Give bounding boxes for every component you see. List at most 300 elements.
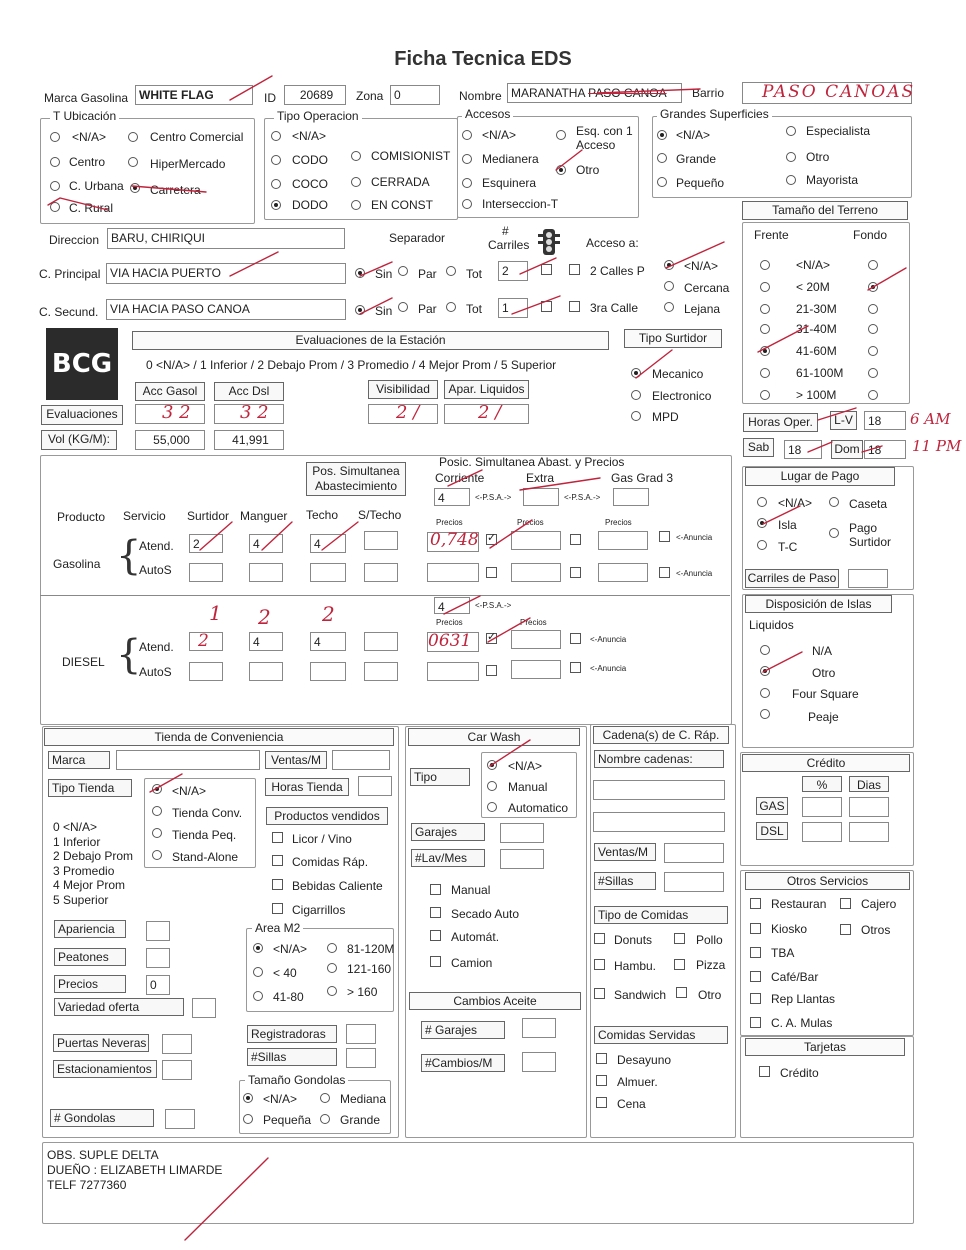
gas-autos-stecho[interactable]: [364, 563, 398, 582]
tienda-marca-field[interactable]: [116, 750, 260, 770]
obs-line-3: TELF 7277360: [47, 1178, 127, 1192]
grandes-grande-radio[interactable]: [657, 153, 667, 163]
posic-title: Posic. Simultanea Abast. y Precios: [439, 455, 625, 469]
otros-servicio-check[interactable]: [840, 898, 851, 909]
bcg-logo: BCG: [46, 328, 118, 400]
servida-almuer-check[interactable]: [596, 1075, 607, 1086]
comida-pizza-check[interactable]: [674, 959, 685, 970]
operacion-enconst-radio[interactable]: [351, 200, 361, 210]
dsl-atend-manguer[interactable]: 4: [249, 632, 283, 651]
marca-label: Marca Gasolina: [44, 91, 129, 105]
extra-posic-field[interactable]: [523, 488, 559, 506]
tienda-tipo-label: Tipo Tienda: [48, 779, 132, 797]
productos-divider: [40, 595, 730, 596]
tienda-ventas-label: Ventas/M: [265, 751, 327, 769]
terreno-frente-radio[interactable]: [760, 390, 770, 400]
terreno-fondo-radio[interactable]: [868, 368, 878, 378]
tienda-tipo-peq-label: Tienda Peq.: [172, 828, 237, 842]
apar-handwritten: 2 /: [478, 402, 502, 423]
accesos-medianera-radio[interactable]: [462, 154, 472, 164]
cadena-sillas-field[interactable]: [664, 872, 724, 892]
accesos-esq-radio[interactable]: [556, 130, 566, 140]
terreno-fondo-radio[interactable]: [868, 346, 878, 356]
tienda-tipo-sa-radio[interactable]: [152, 850, 162, 860]
tienda-peatones-field[interactable]: [146, 948, 170, 968]
otros-servicio-label: Otros: [861, 923, 891, 937]
accesos-na-radio[interactable]: [462, 130, 472, 140]
horas-sab-field[interactable]: 18: [784, 440, 822, 459]
gondola-grande-radio[interactable]: [320, 1114, 330, 1124]
terreno-fondo-radio[interactable]: [868, 282, 878, 292]
tienda-area-label: > 160: [347, 985, 378, 999]
pago-caseta-label: Caseta: [849, 497, 888, 511]
otros-servicio-check[interactable]: [840, 924, 851, 935]
operacion-na-radio[interactable]: [271, 131, 281, 141]
tienda-area-radio[interactable]: [253, 943, 263, 953]
tienda-tipo-sa-label: Stand-Alone: [172, 850, 239, 864]
extra-label: Extra: [526, 471, 555, 485]
diesel-atend-label: Atend.: [139, 640, 174, 654]
dsl-autos-anuncia-e[interactable]: [570, 662, 581, 673]
tienda-estac-label: Estacionamientos: [53, 1060, 157, 1078]
carwash-tipo-manual-radio[interactable]: [487, 781, 497, 791]
grandes-especialista-radio[interactable]: [786, 126, 796, 136]
otros-title: Otros Servicios: [745, 872, 910, 890]
terreno-frente-radio[interactable]: [760, 304, 770, 314]
islas-otro-radio[interactable]: [760, 666, 770, 676]
tienda-apariencia-field[interactable]: [146, 921, 170, 941]
tienda-area-label: < 40: [273, 966, 297, 980]
credito-dias-label: Dias: [849, 776, 889, 792]
cadena-nombre-label: Nombre cadenas:: [594, 750, 724, 768]
credito-gas-pct[interactable]: [802, 797, 842, 817]
gas-posic-field[interactable]: 4: [434, 488, 470, 506]
carwash-manual-check[interactable]: [430, 884, 441, 895]
horas-11pm-handwritten: 11 PM: [912, 437, 962, 455]
dsl-autos-surtidor[interactable]: [189, 662, 223, 681]
tienda-scale-item: 1 Inferior: [53, 834, 101, 849]
cprincipal-sin-label: Sin: [375, 267, 393, 281]
tienda-producto-check[interactable]: [272, 832, 283, 843]
accesos-esq-label: Esq. con 1 Acceso: [576, 124, 633, 152]
gas-psa-2: <-P.S.A.->: [564, 493, 601, 502]
islas-na-label: N/A: [812, 644, 833, 658]
grandes-otro-radio[interactable]: [786, 152, 796, 162]
operacion-cerrada-radio[interactable]: [351, 177, 361, 187]
gas-anuncia-c-check[interactable]: [486, 534, 497, 545]
pago-surtidor-label: Pago Surtidor: [849, 521, 892, 549]
corriente-label: Corriente: [435, 471, 485, 485]
otros-servicio-check[interactable]: [750, 993, 761, 1004]
operacion-coco-label: COCO: [292, 177, 328, 191]
dsl-hand-2: 2: [258, 605, 271, 629]
carwash-camion-label: Camion: [451, 956, 493, 970]
cadena-sillas-label: #Sillas: [594, 872, 656, 890]
tienda-precios-field[interactable]: 0: [146, 975, 170, 995]
tienda-area-radio[interactable]: [327, 943, 337, 953]
horas-dom-field[interactable]: 18: [864, 440, 906, 459]
tarjeta-credito-label: Crédito: [780, 1066, 819, 1080]
cprincipal-tot-radio[interactable]: [446, 266, 456, 276]
tienda-puertas-field[interactable]: [162, 1034, 192, 1054]
tienda-tipo-conv-radio[interactable]: [152, 806, 162, 816]
tienda-producto-check[interactable]: [272, 855, 283, 866]
tienda-estac-field[interactable]: [162, 1060, 192, 1080]
nombre-field[interactable]: [507, 83, 682, 103]
terreno-frente-radio[interactable]: [760, 260, 770, 270]
gas-autos-precio-g[interactable]: [598, 563, 648, 582]
tienda-tipo-na-radio[interactable]: [152, 784, 162, 794]
pago-na-radio[interactable]: [757, 497, 767, 507]
cadena-ventas-label: Ventas/M: [594, 843, 656, 861]
grad3-posic-field[interactable]: [613, 488, 649, 506]
grandes-grande-label: Grande: [676, 152, 717, 166]
id-label: ID: [264, 91, 276, 105]
csecund-sin-radio[interactable]: [355, 305, 365, 315]
dsl-autos-stecho[interactable]: [364, 662, 398, 681]
cadena-ventas-field[interactable]: [664, 843, 724, 863]
tienda-scale-item: 0 <N/A>: [53, 820, 98, 834]
gasolina-brace: {: [116, 533, 142, 579]
tienda-tipo-conv-label: Tienda Conv.: [172, 806, 243, 820]
cprincipal-field[interactable]: VIA HACIA PUERTO: [106, 263, 346, 284]
accesos-otro-radio[interactable]: [556, 165, 566, 175]
aceite-garajes-field[interactable]: [522, 1018, 556, 1038]
tienda-area-radio[interactable]: [253, 991, 263, 1001]
dsl-psa: <-P.S.A.->: [475, 601, 512, 610]
ubicacion-na-label: <N/A>: [72, 130, 107, 144]
dsl-atend-stecho[interactable]: [364, 632, 398, 651]
carwash-title: Car Wash: [408, 728, 580, 746]
cprincipal-tot-label: Tot: [466, 267, 483, 281]
islas-peaje-radio[interactable]: [760, 709, 770, 719]
terreno-option-label: 21-30M: [796, 302, 837, 316]
grandes-pequeno-radio[interactable]: [657, 177, 667, 187]
csecund-check-a[interactable]: [541, 301, 552, 312]
dsl-anuncia-c-check[interactable]: [486, 633, 497, 644]
grandes-na-radio[interactable]: [657, 130, 667, 140]
gas-precio-handwritten: 0,748: [430, 530, 479, 550]
gas-autos-precio-c[interactable]: [427, 563, 479, 582]
gas-autos-anuncia-g[interactable]: [659, 567, 670, 578]
csecund-calles-check[interactable]: [569, 301, 580, 312]
grandes-title: Grandes Superficies: [657, 107, 772, 121]
csecund-carriles-field[interactable]: 1: [498, 298, 528, 318]
surtidor-mpd-radio[interactable]: [631, 411, 641, 421]
comida-sandwich-check[interactable]: [594, 988, 605, 999]
tienda-registradoras-label: Registradoras: [247, 1025, 337, 1043]
acceso-lejana-radio[interactable]: [664, 302, 674, 312]
carwash-secado-label: Secado Auto: [451, 907, 520, 921]
acceso-na-label: <N/A>: [684, 259, 719, 273]
comida-pollo-check[interactable]: [674, 933, 685, 944]
dsl-autos-precio-e[interactable]: [511, 660, 561, 679]
operacion-codo-label: CODO: [292, 153, 328, 167]
dsl-atend-techo[interactable]: 4: [310, 632, 346, 651]
tienda-variedad-field[interactable]: [192, 998, 216, 1018]
ubicacion-urbana-radio[interactable]: [50, 181, 60, 191]
cprincipal-calles-check[interactable]: [569, 264, 580, 275]
gas-atend-precio-g[interactable]: [598, 531, 648, 550]
surtidor-mecanico-radio[interactable]: [631, 368, 641, 378]
tienda-gondolas-field[interactable]: [165, 1109, 195, 1129]
carwash-tipo-auto-radio[interactable]: [487, 802, 497, 812]
gas-atend-stecho[interactable]: [364, 531, 398, 550]
islas-liquidos-label: Liquidos: [749, 618, 794, 632]
gas-autos-anuncia-c[interactable]: [486, 567, 497, 578]
pago-surtidor-radio[interactable]: [829, 528, 839, 538]
gas-atend-manguer[interactable]: 4: [249, 534, 283, 553]
tienda-area-label: 41-80: [273, 990, 304, 1004]
dsl-autos-precio[interactable]: [427, 662, 479, 681]
marca-field[interactable]: WHITE FLAG: [135, 85, 253, 105]
operacion-codo-radio[interactable]: [271, 155, 281, 165]
csecund-par-radio[interactable]: [398, 302, 408, 312]
tienda-registradoras-field[interactable]: [346, 1024, 376, 1044]
tienda-area-radio[interactable]: [327, 963, 337, 973]
id-field[interactable]: 20689: [284, 85, 346, 105]
comida-donuts-check[interactable]: [594, 933, 605, 944]
otros-servicio-label: Restauran: [771, 897, 827, 911]
accesos-esquinera-radio[interactable]: [462, 178, 472, 188]
carwash-tipo-na-radio[interactable]: [487, 760, 497, 770]
islas-na-radio[interactable]: [760, 645, 770, 655]
gondola-mediana-label: Mediana: [340, 1092, 387, 1106]
gas-autos-anuncia-label: <-Anuncia: [676, 569, 713, 578]
dsl-precio-handwritten: 0631: [428, 631, 472, 651]
gas-atend-precio-e[interactable]: [511, 531, 561, 550]
acceso-na-radio[interactable]: [664, 260, 674, 270]
gas-anuncia-e-check[interactable]: [570, 534, 581, 545]
tienda-area-label: 121-160: [347, 962, 392, 976]
tienda-sillas-field[interactable]: [346, 1048, 376, 1068]
tienda-ventas-field[interactable]: [332, 750, 390, 770]
grandes-mayorista-radio[interactable]: [786, 175, 796, 185]
cprincipal-par-radio[interactable]: [398, 266, 408, 276]
gondola-grande-label: Grande: [340, 1113, 381, 1127]
gas-atend-techo[interactable]: 4: [310, 534, 346, 553]
dsl-posic-field[interactable]: 4: [434, 597, 470, 614]
grandes-pequeno-label: Pequeño: [676, 176, 725, 190]
carwash-lav-field[interactable]: [500, 849, 544, 869]
dsl-autos-manguer[interactable]: [249, 662, 283, 681]
cprincipal-check-a[interactable]: [541, 264, 552, 275]
otros-servicio-check[interactable]: [750, 923, 761, 934]
carriles-label: Carriles: [488, 238, 530, 252]
vol-dsl-field[interactable]: 41,991: [214, 430, 284, 450]
otros-servicio-label: TBA: [771, 946, 795, 960]
direccion-field[interactable]: BARU, CHIRIQUI: [107, 228, 345, 249]
tienda-area-radio[interactable]: [327, 986, 337, 996]
cadena-nombre-field-2[interactable]: [593, 812, 725, 832]
comida-pollo-label: Pollo: [696, 933, 723, 947]
gas-autos-anuncia-e[interactable]: [570, 567, 581, 578]
gondola-na-label: <N/A>: [263, 1092, 298, 1106]
col-servicio: Servicio: [123, 509, 166, 523]
carriles-hash: #: [502, 224, 509, 238]
credito-gas-dias[interactable]: [849, 797, 889, 817]
tienda-scale-item: 5 Superior: [53, 892, 109, 907]
gas-autos-techo[interactable]: [310, 563, 346, 582]
aceite-cambios-field[interactable]: [522, 1052, 556, 1072]
islas-otro-label: Otro: [812, 666, 836, 680]
terreno-fondo-radio[interactable]: [868, 324, 878, 334]
cprincipal-label: C. Principal: [39, 267, 101, 281]
csecund-sin-label: Sin: [375, 304, 393, 318]
tienda-variedad-label: Variedad oferta: [54, 998, 184, 1016]
gondola-pequena-label: Pequeña: [263, 1113, 312, 1127]
comida-hambu-check[interactable]: [594, 959, 605, 970]
carwash-camion-check[interactable]: [430, 956, 441, 967]
dsl-precios-2: Precios: [520, 618, 547, 627]
servida-desayuno-check[interactable]: [596, 1053, 607, 1064]
otros-servicio-check[interactable]: [750, 947, 761, 958]
tarjeta-credito-check[interactable]: [759, 1066, 770, 1077]
gondola-mediana-radio[interactable]: [320, 1093, 330, 1103]
ubicacion-carretera-radio[interactable]: [130, 183, 140, 193]
gas-autos-precio-e[interactable]: [511, 563, 561, 582]
dsl-autos-anuncia-c[interactable]: [486, 665, 497, 676]
tienda-area-label: <N/A>: [273, 942, 308, 956]
aceite-garajes-label: # Garajes: [421, 1021, 505, 1039]
carriles-paso-field[interactable]: [848, 569, 888, 588]
pago-caseta-radio[interactable]: [829, 497, 839, 507]
gas-anuncia-g-check[interactable]: [659, 531, 670, 542]
otros-servicio-check[interactable]: [750, 898, 761, 909]
otros-servicio-check[interactable]: [750, 971, 761, 982]
tienda-tipo-peq-radio[interactable]: [152, 828, 162, 838]
terreno-fondo-radio[interactable]: [868, 304, 878, 314]
tienda-scale-item: 3 Promedio: [53, 863, 115, 878]
operacion-title: Tipo Operacion: [274, 109, 362, 123]
comida-otro-check[interactable]: [676, 987, 687, 998]
ubicacion-na-radio[interactable]: [50, 132, 60, 142]
zona-field[interactable]: 0: [390, 85, 440, 105]
tienda-horas-field[interactable]: [358, 776, 392, 796]
servida-cena-label: Cena: [617, 1097, 646, 1111]
otros-group: [740, 870, 914, 1036]
islas-four-radio[interactable]: [760, 688, 770, 698]
gas-autos-manguer[interactable]: [249, 563, 283, 582]
tienda-producto-check[interactable]: [272, 879, 283, 890]
obs-line-2: DUEÑO : ELIZABETH LIMARDE: [47, 1163, 223, 1177]
terreno-frente-radio[interactable]: [760, 324, 770, 334]
tienda-area-radio[interactable]: [253, 967, 263, 977]
tienda-producto-check[interactable]: [272, 903, 283, 914]
horas-6am-handwritten: 6 AM: [910, 410, 951, 428]
gondola-na-radio[interactable]: [243, 1093, 253, 1103]
terreno-fondo-radio[interactable]: [868, 260, 878, 270]
accesos-medianera-label: Medianera: [482, 152, 539, 166]
terreno-frente-radio[interactable]: [760, 282, 770, 292]
carwash-lav-label: #Lav/Mes: [411, 849, 485, 867]
dsl-autos-techo[interactable]: [310, 662, 346, 681]
terreno-frente-radio[interactable]: [760, 346, 770, 356]
surtidor-mpd-label: MPD: [652, 410, 679, 424]
comida-donuts-label: Donuts: [614, 933, 653, 947]
credito-title: Crédito: [742, 754, 910, 772]
cprincipal-sin-radio[interactable]: [355, 268, 365, 278]
gas-autos-surtidor[interactable]: [189, 563, 223, 582]
credito-dsl-dias[interactable]: [849, 822, 889, 842]
accesos-na-label: <N/A>: [482, 128, 517, 142]
ubicacion-title: T Ubicación: [50, 109, 119, 123]
csecund-field[interactable]: VIA HACIA PASO CANOA: [106, 299, 346, 320]
operacion-coco-radio[interactable]: [271, 179, 281, 189]
carwash-tipo-na-label: <N/A>: [508, 759, 543, 773]
dsl-anuncia-e-check[interactable]: [570, 633, 581, 644]
operacion-dodo-label: DODO: [292, 198, 328, 212]
ubicacion-rural-label: C. Rural: [69, 201, 114, 215]
accesos-intersec-radio[interactable]: [462, 199, 472, 209]
terreno-fondo-radio[interactable]: [868, 390, 878, 400]
cprincipal-carriles-field[interactable]: 2: [498, 261, 528, 281]
carwash-automat-check[interactable]: [430, 930, 441, 941]
carwash-garajes-label: Garajes: [411, 823, 485, 841]
horas-lv-label: L-V: [830, 411, 857, 430]
acc-dsl-label: Acc Dsl: [214, 382, 284, 401]
pago-tc-radio[interactable]: [757, 540, 767, 550]
surtidor-electronico-radio[interactable]: [631, 390, 641, 400]
operacion-comisionist-radio[interactable]: [351, 151, 361, 161]
csecund-tot-radio[interactable]: [446, 302, 456, 312]
tienda-scale-item: 4 Mejor Prom: [53, 878, 126, 892]
credito-dsl-pct[interactable]: [802, 822, 842, 842]
carwash-secado-check[interactable]: [430, 907, 441, 918]
terreno-fondo-label: Fondo: [853, 228, 888, 242]
carwash-garajes-field[interactable]: [500, 823, 544, 843]
dsl-hand-1: 1: [209, 601, 222, 625]
gas-atend-surtidor[interactable]: 2: [189, 534, 223, 553]
obs-box[interactable]: [42, 1142, 914, 1224]
terreno-title: Tamaño del Terreno: [742, 201, 908, 220]
tarjetas-title: Tarjetas: [745, 1038, 905, 1056]
otros-servicio-label: Kiosko: [771, 922, 808, 936]
islas-peaje-label: Peaje: [808, 710, 839, 724]
ubicacion-centro-radio[interactable]: [50, 157, 60, 167]
precios-col-3: Precios: [605, 518, 632, 527]
ubicacion-cc-radio[interactable]: [128, 132, 138, 142]
gondola-pequena-radio[interactable]: [243, 1114, 253, 1124]
pago-isla-radio[interactable]: [757, 518, 767, 528]
separador-label: Separador: [389, 231, 446, 245]
operacion-dodo-radio[interactable]: [271, 200, 281, 210]
grandes-mayorista-label: Mayorista: [806, 173, 859, 187]
vol-gasol-field[interactable]: 55,000: [135, 430, 205, 450]
otros-servicio-check[interactable]: [750, 1017, 761, 1028]
dsl-surtidor-handwritten: 2: [198, 631, 209, 651]
carwash-tipo-label: Tipo: [410, 768, 470, 786]
dsl-autos-anuncia-label: <-Anuncia: [590, 664, 627, 673]
acceso-cercana-radio[interactable]: [664, 281, 674, 291]
operacion-comisionist-label: COMISIONIST: [371, 149, 451, 163]
ubicacion-hiper-radio[interactable]: [128, 157, 138, 167]
dsl-atend-precio-e[interactable]: [511, 630, 561, 649]
evaluaciones-scale: 0 <N/A> / 1 Inferior / 2 Debajo Prom / 3 Promedio / 4 Mejor Prom / 5 Superior: [146, 358, 557, 372]
tienda-scale-item: 2 Debajo Prom: [53, 849, 134, 863]
operacion-cerrada-label: CERRADA: [371, 175, 430, 189]
ubicacion-rural-radio[interactable]: [50, 202, 60, 212]
cadena-nombre-field-1[interactable]: [593, 780, 725, 800]
tienda-puertas-label: Puertas Neveras: [53, 1034, 149, 1052]
horas-lv-field[interactable]: 18: [864, 411, 906, 430]
servida-cena-check[interactable]: [596, 1097, 607, 1108]
terreno-frente-radio[interactable]: [760, 368, 770, 378]
terreno-option-label: <N/A>: [796, 258, 831, 272]
tienda-gondolas-label: # Gondolas: [50, 1109, 154, 1127]
dsl-precios-1: Precios: [436, 618, 463, 627]
terreno-option-label: 61-100M: [796, 366, 844, 380]
